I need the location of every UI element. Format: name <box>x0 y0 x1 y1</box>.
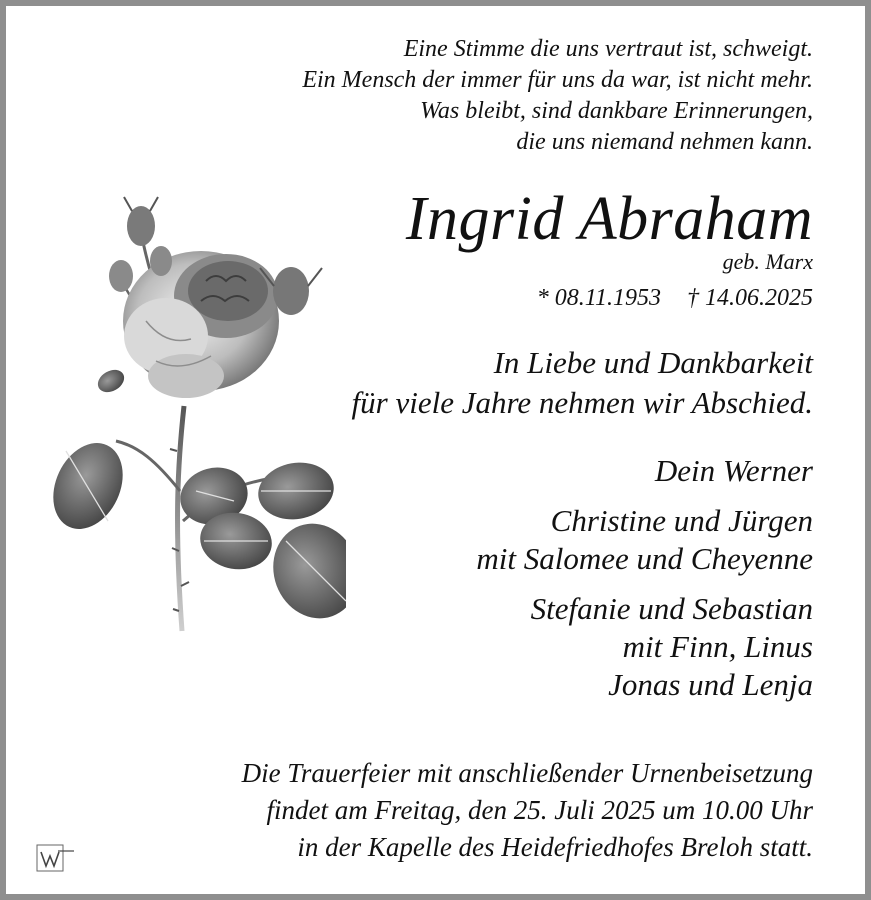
poem-line: Ein Mensch der immer für uns da war, ist nicht mehr. <box>302 67 813 93</box>
farewell-line: für viele Jahre nehmen wir Abschied. <box>351 385 813 420</box>
mourner-line: Christine und Jürgen <box>550 503 813 538</box>
rose-illustration <box>46 191 346 651</box>
poem-line: Was bleibt, sind dankbare Erinnerungen, <box>420 98 813 124</box>
service-line: findet am Freitag, den 25. Juli 2025 um 10.00 Uhr <box>266 795 813 825</box>
mourner-line: Dein Werner <box>654 453 813 488</box>
service-line: Die Trauerfeier mit anschließender Urnenbeisetzung <box>241 758 813 788</box>
death-date: † 14.06.2025 <box>687 285 813 311</box>
birth-name: geb. Marx <box>722 249 813 274</box>
mourners-list <box>476 452 813 704</box>
life-dates <box>537 284 813 312</box>
mourner-group <box>476 590 813 704</box>
deceased-name: Ingrid Abraham <box>405 185 813 253</box>
poem-line: Eine Stimme die uns vertraut ist, schweigt. <box>403 36 813 62</box>
w-logo-icon <box>36 844 76 872</box>
poem-line: die uns niemand nehmen kann. <box>516 129 813 155</box>
mourner-line: mit Finn, Linus <box>622 629 813 664</box>
funeral-service-info <box>242 755 813 866</box>
mourner-line: Jonas und Lenja <box>608 667 813 702</box>
mourner-line: Stefanie und Sebastian <box>530 591 813 626</box>
mourner-line: mit Salomee und Cheyenne <box>476 541 813 576</box>
farewell-line: In Liebe und Dankbarkeit <box>493 345 813 380</box>
service-line: in der Kapelle des Heidefriedhofes Breloh statt. <box>297 832 813 862</box>
mourner-group <box>476 502 813 578</box>
poem <box>302 34 813 158</box>
birth-date: * 08.11.1953 <box>536 285 661 311</box>
farewell-text <box>352 343 813 423</box>
mourner-group <box>476 452 813 490</box>
